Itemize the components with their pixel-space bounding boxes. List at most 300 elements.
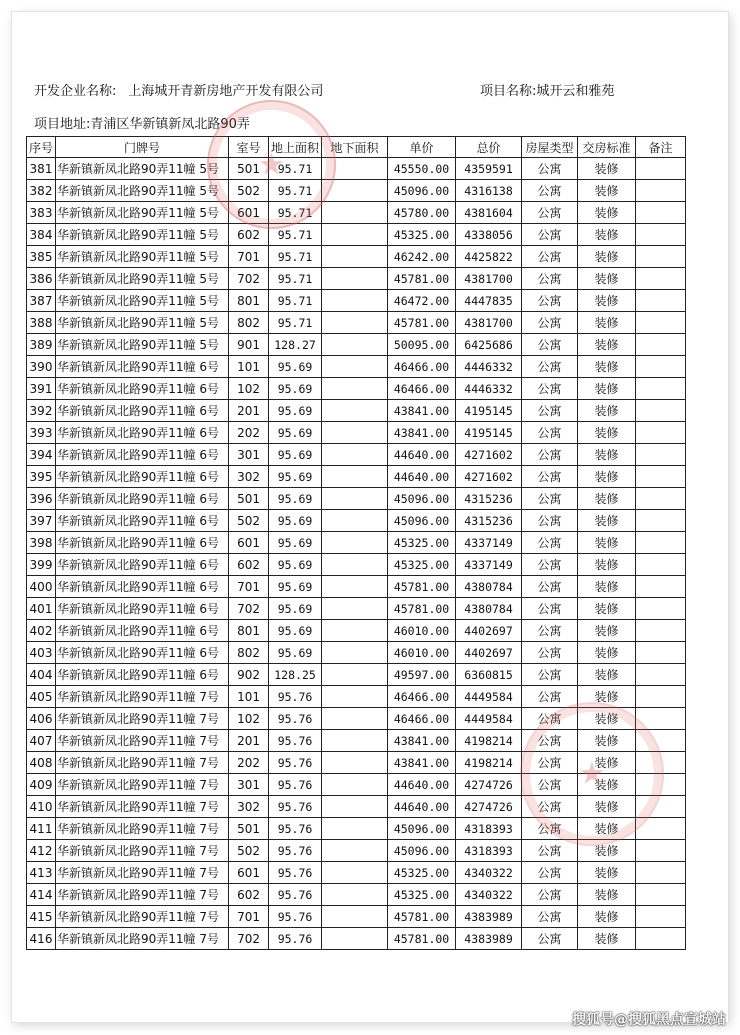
- total-price-cell: 4315236: [456, 510, 522, 532]
- house-type-cell: 公寓: [522, 532, 578, 554]
- room-number-cell: 101: [229, 686, 269, 708]
- house-type-cell: 公寓: [522, 576, 578, 598]
- delivery-standard-cell: 装修: [578, 400, 636, 422]
- total-price-cell: 4381700: [456, 312, 522, 334]
- row-number-cell: 400: [27, 576, 56, 598]
- unit-price-cell: 45096.00: [388, 180, 456, 202]
- unit-price-cell: 43841.00: [388, 422, 456, 444]
- underground-area-cell: [322, 642, 388, 664]
- delivery-standard-cell: 装修: [578, 642, 636, 664]
- table-row: [27, 818, 686, 840]
- unit-price-cell: 43841.00: [388, 752, 456, 774]
- delivery-standard-cell: 装修: [578, 906, 636, 928]
- above-ground-area-cell: 95.76: [269, 774, 322, 796]
- row-number-cell: 382: [27, 180, 56, 202]
- house-address-cell: 华新镇新凤北路90弄11幢 6号: [56, 620, 229, 642]
- house-type-cell: 公寓: [522, 290, 578, 312]
- unit-price-cell: 45781.00: [388, 598, 456, 620]
- delivery-standard-cell: 装修: [578, 202, 636, 224]
- house-type-cell: 公寓: [522, 510, 578, 532]
- remarks-cell: [636, 202, 686, 224]
- column-header: 门牌号: [56, 137, 229, 158]
- total-price-cell: 4446332: [456, 356, 522, 378]
- house-address-cell: 华新镇新凤北路90弄11幢 6号: [56, 598, 229, 620]
- unit-price-cell: 45781.00: [388, 928, 456, 950]
- underground-area-cell: [322, 818, 388, 840]
- remarks-cell: [636, 796, 686, 818]
- above-ground-area-cell: 128.25: [269, 664, 322, 686]
- room-number-cell: 902: [229, 664, 269, 686]
- row-number-cell: 394: [27, 444, 56, 466]
- delivery-standard-cell: 装修: [578, 840, 636, 862]
- delivery-standard-cell: 装修: [578, 576, 636, 598]
- underground-area-cell: [322, 356, 388, 378]
- remarks-cell: [636, 356, 686, 378]
- room-number-cell: 701: [229, 576, 269, 598]
- house-type-cell: 公寓: [522, 642, 578, 664]
- watermark-text: 搜狐号@搜狐黑点宣城站: [572, 1012, 726, 1028]
- house-type-cell: 公寓: [522, 180, 578, 202]
- table-row: [27, 664, 686, 686]
- house-type-cell: 公寓: [522, 664, 578, 686]
- house-type-cell: 公寓: [522, 906, 578, 928]
- delivery-standard-cell: 装修: [578, 268, 636, 290]
- remarks-cell: [636, 554, 686, 576]
- above-ground-area-cell: 95.71: [269, 224, 322, 246]
- total-price-cell: 4274726: [456, 796, 522, 818]
- house-type-cell: 公寓: [522, 884, 578, 906]
- unit-price-cell: 43841.00: [388, 730, 456, 752]
- delivery-standard-cell: 装修: [578, 818, 636, 840]
- above-ground-area-cell: 95.76: [269, 796, 322, 818]
- remarks-cell: [636, 532, 686, 554]
- unit-price-cell: 45325.00: [388, 884, 456, 906]
- delivery-standard-cell: 装修: [578, 730, 636, 752]
- total-price-cell: 4198214: [456, 730, 522, 752]
- room-number-cell: 202: [229, 752, 269, 774]
- underground-area-cell: [322, 444, 388, 466]
- delivery-standard-cell: 装修: [578, 862, 636, 884]
- house-type-cell: 公寓: [522, 928, 578, 950]
- house-type-cell: 公寓: [522, 774, 578, 796]
- unit-price-cell: 45325.00: [388, 862, 456, 884]
- delivery-standard-cell: 装修: [578, 620, 636, 642]
- delivery-standard-cell: 装修: [578, 884, 636, 906]
- above-ground-area-cell: 95.76: [269, 840, 322, 862]
- unit-price-cell: 50095.00: [388, 334, 456, 356]
- house-type-cell: 公寓: [522, 334, 578, 356]
- underground-area-cell: [322, 554, 388, 576]
- remarks-cell: [636, 466, 686, 488]
- row-number-cell: 395: [27, 466, 56, 488]
- above-ground-area-cell: 95.69: [269, 576, 322, 598]
- unit-price-cell: 46010.00: [388, 620, 456, 642]
- total-price-cell: 4318393: [456, 818, 522, 840]
- room-number-cell: 801: [229, 620, 269, 642]
- house-address-cell: 华新镇新凤北路90弄11幢 5号: [56, 246, 229, 268]
- row-number-cell: 389: [27, 334, 56, 356]
- unit-price-cell: 45550.00: [388, 158, 456, 180]
- unit-price-cell: 45780.00: [388, 202, 456, 224]
- column-header: 房屋类型: [522, 137, 578, 158]
- house-address-cell: 华新镇新凤北路90弄11幢 6号: [56, 488, 229, 510]
- room-number-cell: 702: [229, 268, 269, 290]
- row-number-cell: 381: [27, 158, 56, 180]
- above-ground-area-cell: 95.76: [269, 730, 322, 752]
- unit-price-cell: 45781.00: [388, 576, 456, 598]
- developer-label: 开发企业名称:: [34, 84, 117, 99]
- table-row: [27, 378, 686, 400]
- room-number-cell: 802: [229, 642, 269, 664]
- unit-price-cell: 46466.00: [388, 378, 456, 400]
- delivery-standard-cell: 装修: [578, 510, 636, 532]
- room-number-cell: 601: [229, 202, 269, 224]
- underground-area-cell: [322, 290, 388, 312]
- table-row: [27, 312, 686, 334]
- delivery-standard-cell: 装修: [578, 224, 636, 246]
- unit-price-cell: 46242.00: [388, 246, 456, 268]
- house-type-cell: 公寓: [522, 708, 578, 730]
- project-line: [480, 80, 614, 99]
- house-type-cell: 公寓: [522, 466, 578, 488]
- house-address-cell: 华新镇新凤北路90弄11幢 6号: [56, 576, 229, 598]
- underground-area-cell: [322, 180, 388, 202]
- total-price-cell: 4383989: [456, 906, 522, 928]
- room-number-cell: 101: [229, 356, 269, 378]
- room-number-cell: 501: [229, 818, 269, 840]
- house-type-cell: 公寓: [522, 598, 578, 620]
- row-number-cell: 411: [27, 818, 56, 840]
- unit-price-cell: 45325.00: [388, 224, 456, 246]
- house-type-cell: 公寓: [522, 686, 578, 708]
- total-price-cell: 4380784: [456, 576, 522, 598]
- unit-price-cell: 45096.00: [388, 510, 456, 532]
- house-type-cell: 公寓: [522, 862, 578, 884]
- table-row: [27, 180, 686, 202]
- table-row: [27, 752, 686, 774]
- row-number-cell: 406: [27, 708, 56, 730]
- row-number-cell: 391: [27, 378, 56, 400]
- total-price-cell: 4446332: [456, 378, 522, 400]
- delivery-standard-cell: 装修: [578, 180, 636, 202]
- room-number-cell: 602: [229, 554, 269, 576]
- room-number-cell: 102: [229, 378, 269, 400]
- row-number-cell: 393: [27, 422, 56, 444]
- total-price-cell: 4447835: [456, 290, 522, 312]
- delivery-standard-cell: 装修: [578, 686, 636, 708]
- remarks-cell: [636, 906, 686, 928]
- house-address-cell: 华新镇新凤北路90弄11幢 5号: [56, 312, 229, 334]
- remarks-cell: [636, 840, 686, 862]
- table-row: [27, 708, 686, 730]
- unit-price-cell: 45096.00: [388, 818, 456, 840]
- table-row: [27, 246, 686, 268]
- total-price-cell: 4316138: [456, 180, 522, 202]
- remarks-cell: [636, 246, 686, 268]
- total-price-cell: 4274726: [456, 774, 522, 796]
- house-address-cell: 华新镇新凤北路90弄11幢 5号: [56, 158, 229, 180]
- house-address-cell: 华新镇新凤北路90弄11幢 6号: [56, 378, 229, 400]
- underground-area-cell: [322, 598, 388, 620]
- room-number-cell: 501: [229, 158, 269, 180]
- room-number-cell: 502: [229, 510, 269, 532]
- row-number-cell: 409: [27, 774, 56, 796]
- total-price-cell: 6360815: [456, 664, 522, 686]
- row-number-cell: 412: [27, 840, 56, 862]
- delivery-standard-cell: 装修: [578, 708, 636, 730]
- underground-area-cell: [322, 400, 388, 422]
- remarks-cell: [636, 774, 686, 796]
- house-type-cell: 公寓: [522, 730, 578, 752]
- above-ground-area-cell: 95.69: [269, 554, 322, 576]
- room-number-cell: 701: [229, 246, 269, 268]
- row-number-cell: 387: [27, 290, 56, 312]
- total-price-cell: 6425686: [456, 334, 522, 356]
- house-type-cell: 公寓: [522, 554, 578, 576]
- total-price-cell: 4337149: [456, 554, 522, 576]
- house-address-cell: 华新镇新凤北路90弄11幢 6号: [56, 444, 229, 466]
- table-row: [27, 862, 686, 884]
- delivery-standard-cell: 装修: [578, 796, 636, 818]
- remarks-cell: [636, 642, 686, 664]
- table-row: [27, 576, 686, 598]
- remarks-cell: [636, 818, 686, 840]
- above-ground-area-cell: 95.69: [269, 510, 322, 532]
- total-price-cell: 4381604: [456, 202, 522, 224]
- room-number-cell: 901: [229, 334, 269, 356]
- room-number-cell: 702: [229, 598, 269, 620]
- house-address-cell: 华新镇新凤北路90弄11幢 7号: [56, 774, 229, 796]
- above-ground-area-cell: 95.71: [269, 246, 322, 268]
- underground-area-cell: [322, 158, 388, 180]
- delivery-standard-cell: 装修: [578, 664, 636, 686]
- above-ground-area-cell: 95.71: [269, 290, 322, 312]
- room-number-cell: 302: [229, 796, 269, 818]
- table-header-row: [27, 137, 686, 158]
- underground-area-cell: [322, 202, 388, 224]
- address-value: 青浦区华新镇新凤北路90弄: [90, 117, 250, 132]
- above-ground-area-cell: 95.71: [269, 180, 322, 202]
- above-ground-area-cell: 95.69: [269, 444, 322, 466]
- above-ground-area-cell: 95.69: [269, 400, 322, 422]
- column-header: 地上面积: [269, 137, 322, 158]
- delivery-standard-cell: 装修: [578, 532, 636, 554]
- above-ground-area-cell: 95.71: [269, 202, 322, 224]
- house-address-cell: 华新镇新凤北路90弄11幢 5号: [56, 334, 229, 356]
- house-address-cell: 华新镇新凤北路90弄11幢 6号: [56, 356, 229, 378]
- remarks-cell: [636, 928, 686, 950]
- remarks-cell: [636, 576, 686, 598]
- room-number-cell: 601: [229, 862, 269, 884]
- room-number-cell: 501: [229, 488, 269, 510]
- delivery-standard-cell: 装修: [578, 554, 636, 576]
- underground-area-cell: [322, 268, 388, 290]
- unit-price-cell: 46466.00: [388, 686, 456, 708]
- underground-area-cell: [322, 334, 388, 356]
- room-number-cell: 201: [229, 730, 269, 752]
- delivery-standard-cell: 装修: [578, 378, 636, 400]
- above-ground-area-cell: 95.76: [269, 906, 322, 928]
- column-header: 交房标准: [578, 137, 636, 158]
- table-row: [27, 158, 686, 180]
- unit-price-cell: 44640.00: [388, 466, 456, 488]
- house-address-cell: 华新镇新凤北路90弄11幢 7号: [56, 708, 229, 730]
- total-price-cell: 4198214: [456, 752, 522, 774]
- table-row: [27, 334, 686, 356]
- delivery-standard-cell: 装修: [578, 290, 636, 312]
- underground-area-cell: [322, 576, 388, 598]
- underground-area-cell: [322, 532, 388, 554]
- table-row: [27, 686, 686, 708]
- house-address-cell: 华新镇新凤北路90弄11幢 6号: [56, 642, 229, 664]
- table-row: [27, 422, 686, 444]
- column-header: 备注: [636, 137, 686, 158]
- above-ground-area-cell: 95.69: [269, 356, 322, 378]
- total-price-cell: 4271602: [456, 466, 522, 488]
- table-row: [27, 840, 686, 862]
- table-row: [27, 488, 686, 510]
- delivery-standard-cell: 装修: [578, 246, 636, 268]
- unit-price-cell: 45096.00: [388, 840, 456, 862]
- house-type-cell: 公寓: [522, 378, 578, 400]
- unit-price-cell: 46466.00: [388, 708, 456, 730]
- row-number-cell: 390: [27, 356, 56, 378]
- unit-price-cell: 46466.00: [388, 356, 456, 378]
- project-name: 城开云和雅苑: [536, 84, 615, 99]
- above-ground-area-cell: 95.76: [269, 928, 322, 950]
- house-address-cell: 华新镇新凤北路90弄11幢 7号: [56, 752, 229, 774]
- underground-area-cell: [322, 224, 388, 246]
- room-number-cell: 301: [229, 774, 269, 796]
- above-ground-area-cell: 95.76: [269, 708, 322, 730]
- remarks-cell: [636, 488, 686, 510]
- delivery-standard-cell: 装修: [578, 774, 636, 796]
- column-header: 单价: [388, 137, 456, 158]
- room-number-cell: 601: [229, 532, 269, 554]
- underground-area-cell: [322, 466, 388, 488]
- unit-price-cell: 49597.00: [388, 664, 456, 686]
- row-number-cell: 402: [27, 620, 56, 642]
- row-number-cell: 401: [27, 598, 56, 620]
- total-price-cell: 4340322: [456, 862, 522, 884]
- total-price-cell: 4359591: [456, 158, 522, 180]
- project-label: 项目名称:: [480, 84, 537, 99]
- underground-area-cell: [322, 620, 388, 642]
- underground-area-cell: [322, 752, 388, 774]
- underground-area-cell: [322, 510, 388, 532]
- total-price-cell: 4449584: [456, 686, 522, 708]
- house-type-cell: 公寓: [522, 488, 578, 510]
- house-type-cell: 公寓: [522, 356, 578, 378]
- unit-price-cell: 45781.00: [388, 312, 456, 334]
- house-type-cell: 公寓: [522, 818, 578, 840]
- remarks-cell: [636, 862, 686, 884]
- house-type-cell: 公寓: [522, 400, 578, 422]
- house-address-cell: 华新镇新凤北路90弄11幢 5号: [56, 290, 229, 312]
- row-number-cell: 414: [27, 884, 56, 906]
- address-label: 项目地址:: [34, 117, 91, 132]
- house-address-cell: 华新镇新凤北路90弄11幢 6号: [56, 664, 229, 686]
- unit-price-cell: 44640.00: [388, 774, 456, 796]
- row-number-cell: 407: [27, 730, 56, 752]
- underground-area-cell: [322, 488, 388, 510]
- delivery-standard-cell: 装修: [578, 312, 636, 334]
- room-number-cell: 701: [229, 906, 269, 928]
- house-type-cell: 公寓: [522, 202, 578, 224]
- room-number-cell: 102: [229, 708, 269, 730]
- house-address-cell: 华新镇新凤北路90弄11幢 6号: [56, 532, 229, 554]
- above-ground-area-cell: 95.76: [269, 884, 322, 906]
- column-header: 室号: [229, 137, 269, 158]
- row-number-cell: 386: [27, 268, 56, 290]
- house-address-cell: 华新镇新凤北路90弄11幢 5号: [56, 180, 229, 202]
- remarks-cell: [636, 158, 686, 180]
- table-row: [27, 928, 686, 950]
- above-ground-area-cell: 95.69: [269, 598, 322, 620]
- house-address-cell: 华新镇新凤北路90弄11幢 7号: [56, 840, 229, 862]
- table-row: [27, 884, 686, 906]
- underground-area-cell: [322, 774, 388, 796]
- room-number-cell: 201: [229, 400, 269, 422]
- remarks-cell: [636, 752, 686, 774]
- house-type-cell: 公寓: [522, 268, 578, 290]
- total-price-cell: 4340322: [456, 884, 522, 906]
- delivery-standard-cell: 装修: [578, 598, 636, 620]
- underground-area-cell: [322, 796, 388, 818]
- house-type-cell: 公寓: [522, 422, 578, 444]
- column-header: 地下面积: [322, 137, 388, 158]
- total-price-cell: 4337149: [456, 532, 522, 554]
- underground-area-cell: [322, 708, 388, 730]
- above-ground-area-cell: 95.69: [269, 620, 322, 642]
- total-price-cell: 4195145: [456, 400, 522, 422]
- total-price-cell: 4318393: [456, 840, 522, 862]
- house-address-cell: 华新镇新凤北路90弄11幢 7号: [56, 686, 229, 708]
- house-address-cell: 华新镇新凤北路90弄11幢 7号: [56, 818, 229, 840]
- room-number-cell: 502: [229, 840, 269, 862]
- room-number-cell: 802: [229, 312, 269, 334]
- house-address-cell: 华新镇新凤北路90弄11幢 6号: [56, 422, 229, 444]
- delivery-standard-cell: 装修: [578, 466, 636, 488]
- house-address-cell: 华新镇新凤北路90弄11幢 7号: [56, 884, 229, 906]
- above-ground-area-cell: 95.69: [269, 466, 322, 488]
- house-address-cell: 华新镇新凤北路90弄11幢 6号: [56, 510, 229, 532]
- total-price-cell: 4402697: [456, 642, 522, 664]
- house-address-cell: 华新镇新凤北路90弄11幢 6号: [56, 466, 229, 488]
- table-row: [27, 268, 686, 290]
- above-ground-area-cell: 95.69: [269, 378, 322, 400]
- table-row: [27, 532, 686, 554]
- above-ground-area-cell: 95.76: [269, 818, 322, 840]
- house-type-cell: 公寓: [522, 840, 578, 862]
- underground-area-cell: [322, 840, 388, 862]
- delivery-standard-cell: 装修: [578, 356, 636, 378]
- room-number-cell: 301: [229, 444, 269, 466]
- house-address-cell: 华新镇新凤北路90弄11幢 6号: [56, 400, 229, 422]
- room-number-cell: 602: [229, 224, 269, 246]
- remarks-cell: [636, 290, 686, 312]
- row-number-cell: 399: [27, 554, 56, 576]
- table-row: [27, 598, 686, 620]
- total-price-cell: 4338056: [456, 224, 522, 246]
- underground-area-cell: [322, 422, 388, 444]
- above-ground-area-cell: 95.76: [269, 862, 322, 884]
- remarks-cell: [636, 268, 686, 290]
- underground-area-cell: [322, 884, 388, 906]
- table-row: [27, 730, 686, 752]
- above-ground-area-cell: 128.27: [269, 334, 322, 356]
- remarks-cell: [636, 598, 686, 620]
